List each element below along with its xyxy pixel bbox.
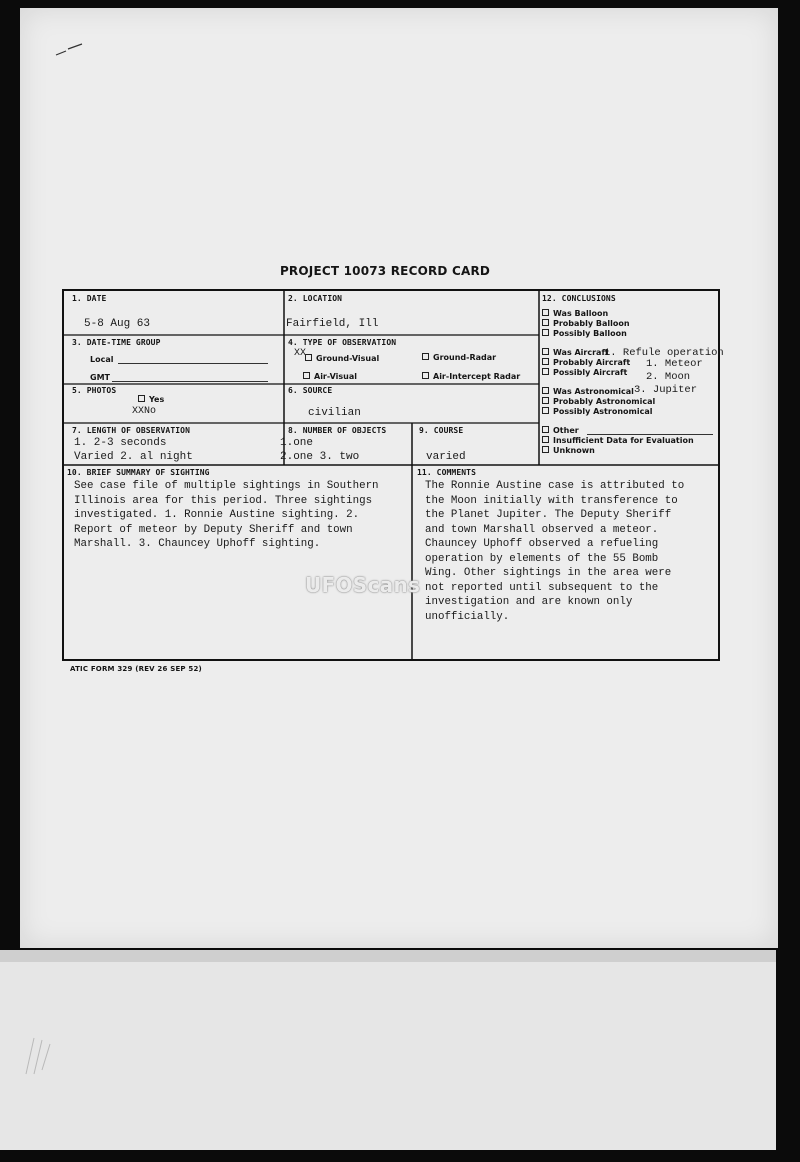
conclusion-possibly-balloon: Possibly Balloon xyxy=(542,329,627,338)
type-of-observation-label: 4. TYPE OF OBSERVATION xyxy=(288,338,397,347)
conclusion-probably-astronomical: Probably Astronomical xyxy=(542,397,655,406)
conclusion-typed-3: 2. Moon xyxy=(646,371,691,383)
option-ground-radar: Ground-Radar xyxy=(422,353,496,362)
course-label: 9. COURSE xyxy=(419,426,464,435)
checkbox-icon xyxy=(542,329,549,336)
checkbox-icon xyxy=(542,348,549,355)
option-ground-visual: Ground-Visual xyxy=(305,354,379,363)
date-label: 1. DATE xyxy=(72,294,107,303)
checkbox-icon xyxy=(542,358,549,365)
checkbox-icon xyxy=(542,436,549,443)
checkbox-icon xyxy=(542,397,549,404)
conclusion-probably-aircraft: Probably Aircraft xyxy=(542,358,630,367)
checkbox-icon xyxy=(422,353,429,360)
summary-text: See case file of multiple sightings in Southern Illinois area for this period. Three sightings investigated. 1. Ronnie Austine sighting. 2. Report of meteor by Deputy Sheriff and town Marshall. 3. Chauncey Uphoff sighting. xyxy=(74,480,379,550)
page-edge-shadow xyxy=(0,950,776,962)
form-number: ATIC FORM 329 (REV 26 SEP 52) xyxy=(70,665,202,673)
photos-no-option: XXNo xyxy=(132,406,157,417)
location-label: 2. LOCATION xyxy=(288,294,343,303)
checkbox-icon xyxy=(305,354,312,361)
card-title: PROJECT 10073 RECORD CARD xyxy=(279,264,491,278)
course-value: varied xyxy=(426,451,466,463)
date-value: 5-8 Aug 63 xyxy=(84,318,151,330)
length-label: 7. LENGTH OF OBSERVATION xyxy=(72,426,190,435)
checkbox-icon xyxy=(542,446,549,453)
underlying-page xyxy=(0,950,776,1150)
length-line-1: 1. 2-3 seconds xyxy=(74,437,167,449)
number-line-1: 1.one xyxy=(280,437,314,449)
conclusion-was-astronomical: Was Astronomical xyxy=(542,387,634,396)
conclusion-was-aircraft: Was Aircraft xyxy=(542,348,609,357)
watermark: UFOScans xyxy=(305,573,421,597)
comments-label: 11. COMMENTS xyxy=(417,468,476,477)
conclusion-typed-2: 1. Meteor xyxy=(646,358,703,370)
conclusion-unknown: Unknown xyxy=(542,446,595,455)
pen-mark xyxy=(52,42,92,58)
checkbox-icon xyxy=(422,372,429,379)
conclusion-possibly-aircraft: Possibly Aircraft xyxy=(542,368,627,377)
record-card xyxy=(62,289,724,661)
checkbox-icon xyxy=(303,372,310,379)
date-time-group-label: 3. DATE-TIME GROUP xyxy=(72,338,161,347)
option-air-visual: Air-Visual xyxy=(303,372,357,381)
source-label: 6. SOURCE xyxy=(288,386,333,395)
checkbox-icon xyxy=(542,426,549,433)
number-of-objects-label: 8. NUMBER OF OBJECTS xyxy=(288,426,387,435)
local-field-line xyxy=(118,363,268,364)
conclusion-was-balloon: Was Balloon xyxy=(542,309,608,318)
option-air-intercept-radar: Air-Intercept Radar xyxy=(422,372,520,381)
location-value: Fairfield, Ill xyxy=(286,318,379,330)
checkbox-icon xyxy=(138,395,145,402)
checkbox-icon xyxy=(542,387,549,394)
gmt-field-line xyxy=(112,381,268,382)
source-value: civilian xyxy=(308,407,361,419)
checkbox-icon xyxy=(542,368,549,375)
checkbox-icon xyxy=(542,309,549,316)
checkbox-icon xyxy=(542,407,549,414)
other-field-line xyxy=(587,434,713,435)
photos-yes-option: Yes xyxy=(138,395,164,404)
summary-label: 10. BRIEF SUMMARY OF SIGHTING xyxy=(67,468,210,477)
ground-visual-mark: XX xyxy=(294,348,307,359)
gmt-label: GMT xyxy=(90,373,110,382)
conclusion-insufficient-data: Insufficient Data for Evaluation xyxy=(542,436,694,445)
scan-smudge xyxy=(20,1030,80,1080)
number-line-2: 2.one 3. two xyxy=(280,451,360,463)
checkbox-icon xyxy=(542,319,549,326)
conclusion-possibly-astronomical: Possibly Astronomical xyxy=(542,407,652,416)
photos-label: 5. PHOTOS xyxy=(72,386,117,395)
conclusion-typed-4: 3. Jupiter xyxy=(634,384,698,396)
local-label: Local xyxy=(90,355,114,364)
conclusions-label: 12. CONCLUSIONS xyxy=(542,294,616,303)
length-line-2: Varied 2. al night xyxy=(74,451,193,463)
conclusion-other: Other xyxy=(542,426,579,435)
comments-text: The Ronnie Austine case is attributed to the Moon initially with transference to the Planet Jupiter. The Deputy Sheriff and town Marshall observed a meteor. Chauncey Uphoff observed a refueling operation by elements of the 55 Bomb Wing. Other sightings in the area were not reported until subsequent to the investigation and are known only unofficially. xyxy=(425,480,685,623)
conclusion-probably-balloon: Probably Balloon xyxy=(542,319,630,328)
conclusion-typed-1: 1. Refule operation xyxy=(604,347,724,359)
